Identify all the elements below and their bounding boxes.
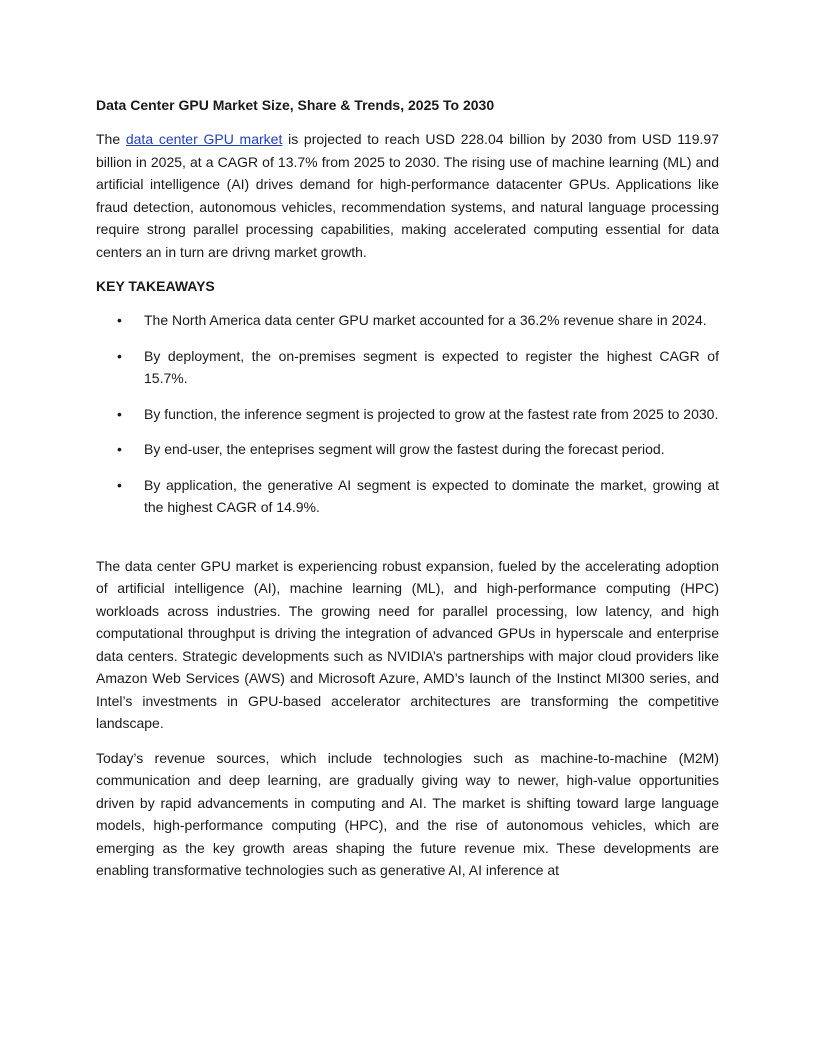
bullet-icon: • [117, 405, 122, 422]
list-item-text: By end-user, the enteprises segment will grow the fastest during the forecast period. [144, 441, 665, 457]
bullet-icon: • [117, 441, 122, 457]
bullet-icon: • [117, 476, 122, 493]
key-takeaways-list [96, 309, 719, 519]
bullet-icon: • [117, 312, 122, 328]
list-item [96, 474, 719, 519]
list-item-text: By application, the generative AI segment is expected to dominate the market, growing at the highest CAGR of 14.9%. [144, 476, 719, 515]
market-overview-paragraph: The data center GPU market is experiencing robust expansion, fueled by the accelerating adoption of artificial intelligence (AI), machine learning (ML), and high-performance computing (HPC) workloads across industries. The growing need for parallel processing, low latency, and high computational throughput is driving the integration of advanced GPUs in hyperscale and enterprise data centers. Strategic developments such as NVIDIA’s partnerships with major cloud providers like Amazon Web Services (AWS) and Microsoft Azure, AMD’s launch of the Instinct MI300 series, and Intel’s investments in GPU-based accelerator architectures are transforming the competitive landscape. [96, 557, 719, 731]
list-item [96, 309, 719, 332]
market-link[interactable]: data center GPU market [125, 131, 283, 147]
list-item [96, 345, 719, 390]
list-item-text: By function, the inference segment is projected to grow at the fastest rate from 2025 to 2030. [144, 405, 719, 422]
document-page [96, 94, 719, 894]
key-takeaways-heading: KEY TAKEAWAYS [96, 278, 215, 294]
intro-suffix: is projected to reach USD 228.04 billion by 2030 from USD 119.97 billion in 2025, at a CAGR of 13.7% from 2025 to 2030. The rising use of machine learning (ML) and artificial intelligence (AI) drives demand for high-performance datacenter GPUs. Applications like fraud detection, autonomous vehicles, recommendation systems, and natural language processing require strong parallel processing capabilities, making accelerated computing essential for data centers an in turn are drivng market growth. [96, 131, 719, 260]
intro-prefix: The [96, 131, 126, 147]
list-item [96, 403, 719, 426]
page-title: Data Center GPU Market Size, Share & Trends, 2025 To 2030 [96, 97, 495, 113]
list-item [96, 438, 719, 461]
list-item-text: The North America data center GPU market accounted for a 36.2% revenue share in 2024. [144, 312, 707, 328]
intro-paragraph [96, 128, 719, 263]
list-item-text: By deployment, the on-premises segment is expected to register the highest CAGR of 15.7%. [144, 347, 719, 386]
revenue-sources-paragraph: Today’s revenue sources, which include technologies such as machine-to-machine (M2M) communication and deep learning, are gradually giving way to newer, high-value opportunities driven by rapid advancements in computing and AI. The market is shifting toward large language models, high-performance computing (HPC), and the rise of autonomous vehicles, which are emerging as the key growth areas shaping the future revenue mix. These developments are enabling transformative technologies such as generative AI, AI inference at [96, 749, 719, 878]
bullet-icon: • [117, 347, 122, 364]
